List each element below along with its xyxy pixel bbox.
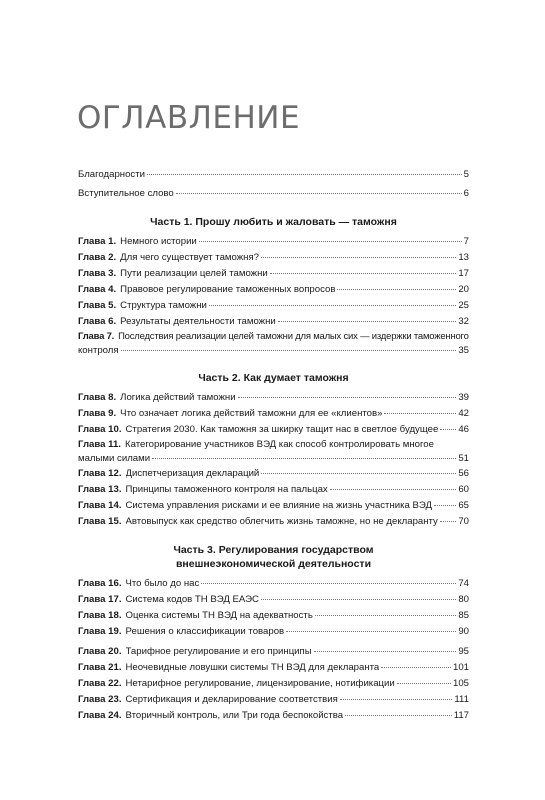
entry-page: 25 [458, 300, 469, 311]
entry-title: Пути реализации целей таможни [120, 268, 268, 279]
entry-title: Тарифное регулирование и его принципы [125, 646, 312, 657]
chapter-label: Глава 8. [78, 392, 117, 403]
dot-leader [278, 321, 457, 322]
entry-title-continued: малыми силами [78, 453, 151, 464]
dot-leader [238, 397, 457, 398]
toc-entry[interactable] [78, 314, 469, 330]
chapter-label: Глава 11. [78, 439, 121, 450]
entry-page: 51 [458, 453, 469, 464]
chapter-label: Глава 6. [78, 316, 117, 327]
part-subtitle: внешнеэкономической деятельности [175, 558, 372, 570]
toc-entry[interactable] [78, 250, 469, 266]
chapter-label: Глава 21. [78, 662, 122, 673]
toc-entry[interactable] [78, 692, 469, 708]
entry-page: 65 [458, 500, 469, 511]
entry-title: Результаты деятельности таможни [120, 316, 276, 327]
toc-entry[interactable] [78, 438, 469, 466]
dot-leader [261, 257, 456, 258]
chapter-label: Глава 10. [78, 424, 122, 435]
chapter-label: Глава 3. [78, 268, 117, 279]
entry-page: 6 [463, 188, 469, 199]
entry-title: Что означает логика действий таможни для ее «клиентов» [120, 408, 383, 419]
dot-leader [315, 615, 457, 616]
toc-entry-acknowledgements[interactable] [78, 167, 469, 183]
toc-entry[interactable] [78, 298, 469, 314]
entry-page: 95 [458, 646, 469, 657]
toc-entry[interactable] [78, 576, 469, 592]
entry-page: 85 [458, 610, 469, 621]
toc-entry[interactable] [78, 624, 469, 640]
entry-page: 42 [458, 408, 469, 419]
entry-page: 90 [458, 626, 469, 637]
entry-page: 60 [458, 484, 469, 495]
entry-title: Вторичный контроль, или Три года беспокойства [125, 710, 344, 721]
chapter-label: Глава 17. [78, 594, 122, 605]
chapter-label: Глава 1. [78, 236, 117, 247]
entry-title: Автовыпуск как средство облегчить жизнь таможне, но не декларанту [125, 516, 438, 527]
toc-entry[interactable] [78, 330, 469, 358]
entry-title: Решения о классификации товаров [125, 626, 285, 637]
dot-leader [199, 241, 462, 242]
chapter-label: Глава 20. [78, 646, 122, 657]
chapter-label: Глава 9. [78, 408, 117, 419]
chapter-label: Глава 19. [78, 626, 122, 637]
dot-leader [121, 350, 457, 351]
chapter-label: Глава 13. [78, 484, 122, 495]
chapter-label: Глава 4. [78, 284, 117, 295]
entry-title: Что было до нас [125, 578, 200, 589]
dot-leader [337, 289, 456, 290]
entry-page: 56 [458, 468, 469, 479]
dot-leader [434, 505, 456, 506]
dot-leader [261, 599, 456, 600]
toc-entry[interactable] [78, 390, 469, 406]
chapter-label: Глава 18. [78, 610, 122, 621]
chapter-label: Глава 24. [78, 710, 122, 721]
entry-title: Правовое регулирование таможенных вопросов [120, 284, 336, 295]
chapter-label: Глава 16. [78, 578, 122, 589]
entry-page: 111 [454, 694, 469, 705]
dot-leader [176, 193, 462, 194]
toc-entry[interactable] [78, 514, 469, 530]
chapter-label: Глава 2. [78, 252, 117, 263]
toc-entry[interactable] [78, 422, 469, 438]
chapter-label: Глава 15. [78, 516, 122, 527]
dot-leader [286, 631, 456, 632]
entry-page: 17 [458, 268, 469, 279]
entry-page: 20 [458, 284, 469, 295]
part-heading [78, 543, 469, 571]
entry-title: Для чего существует таможня? [120, 252, 259, 263]
toc-entry[interactable] [78, 466, 469, 482]
entry-page: 117 [453, 710, 469, 721]
part-heading: Часть 1. Прошу любить и жаловать — таможня [150, 216, 397, 228]
entry-page: 35 [458, 345, 469, 356]
entry-title: Немного истории [120, 236, 197, 247]
toc-entry[interactable] [78, 660, 469, 676]
toc-entry[interactable] [78, 644, 469, 660]
dot-leader [314, 651, 457, 652]
chapter-label: Глава 12. [78, 468, 122, 479]
dot-leader [381, 667, 451, 668]
dot-leader [440, 521, 456, 522]
dot-leader [147, 174, 462, 175]
table-of-contents [78, 167, 469, 724]
entry-title: Система кодов ТН ВЭД ЕАЭС [125, 594, 259, 605]
dot-leader [201, 583, 456, 584]
entry-title: Благодарности [78, 169, 145, 180]
entry-page: 7 [463, 236, 469, 247]
toc-entry-foreword[interactable] [78, 186, 469, 202]
chapter-label: Глава 22. [78, 678, 122, 689]
entry-page: 13 [458, 252, 469, 263]
toc-entry[interactable] [78, 676, 469, 692]
entry-page: 32 [458, 316, 469, 327]
page-title: ОГЛАВЛЕНИЕ [77, 100, 301, 136]
part-title: Часть 3. Регулирования государством [173, 544, 374, 556]
toc-entry[interactable] [78, 592, 469, 608]
entry-title: Сертификация и декларирование соответствия [125, 694, 338, 705]
toc-entry[interactable] [78, 708, 469, 724]
entry-title: Последствия реализации целей таможни для малых сих — издержки таможенного [118, 331, 469, 342]
entry-title: Неочевидные ловушки системы ТН ВЭД для декларанта [125, 662, 380, 673]
entry-page: 105 [452, 678, 469, 689]
entry-title: Диспетчеризация деклараций [125, 468, 260, 479]
chapter-label: Глава 14. [78, 500, 122, 511]
entry-title: Система управления рисками и ее влияние на жизнь участника ВЭД [125, 500, 432, 511]
entry-title: Стратегия 2030. Как таможня за шкирку тащит нас в светлое будущее [125, 424, 439, 435]
dot-leader [270, 273, 457, 274]
dot-leader [152, 458, 456, 459]
entry-title: Структура таможни [120, 300, 207, 311]
entry-page: 39 [458, 392, 469, 403]
entry-title-continued: контроля [78, 345, 119, 356]
dot-leader [261, 473, 456, 474]
toc-entry[interactable] [78, 266, 469, 282]
dot-leader [384, 413, 456, 414]
entry-page: 5 [463, 169, 469, 180]
toc-entry[interactable] [78, 282, 469, 298]
dot-leader [345, 715, 452, 716]
entry-title: Принципы таможенного контроля на пальцах [125, 484, 328, 495]
dot-leader [330, 489, 457, 490]
entry-page: 46 [458, 424, 469, 435]
dot-leader [340, 699, 453, 700]
entry-title: Логика действий таможни [120, 392, 236, 403]
toc-entry[interactable] [78, 608, 469, 624]
entry-page: 80 [458, 594, 469, 605]
entry-title: Категорирование участников ВЭД как способ контролировать многое [124, 439, 434, 450]
entry-title: Вступительное слово [78, 188, 174, 199]
chapter-label: Глава 5. [78, 300, 117, 311]
entry-page: 101 [452, 662, 469, 673]
chapter-label: Глава 7. [78, 331, 115, 342]
toc-entry[interactable] [78, 406, 469, 422]
toc-entry[interactable] [78, 234, 469, 250]
part-heading: Часть 2. Как думает таможня [198, 372, 349, 384]
entry-page: 70 [458, 516, 469, 527]
dot-leader [209, 305, 456, 306]
entry-page: 74 [458, 578, 469, 589]
dot-leader [397, 683, 451, 684]
entry-title: Нетарифное регулирование, лицензирование, нотификации [125, 678, 395, 689]
dot-leader [440, 429, 456, 430]
entry-title: Оценка системы ТН ВЭД на адекватность [125, 610, 313, 621]
toc-entry[interactable] [78, 482, 469, 498]
chapter-label: Глава 23. [78, 694, 122, 705]
toc-entry[interactable] [78, 498, 469, 514]
